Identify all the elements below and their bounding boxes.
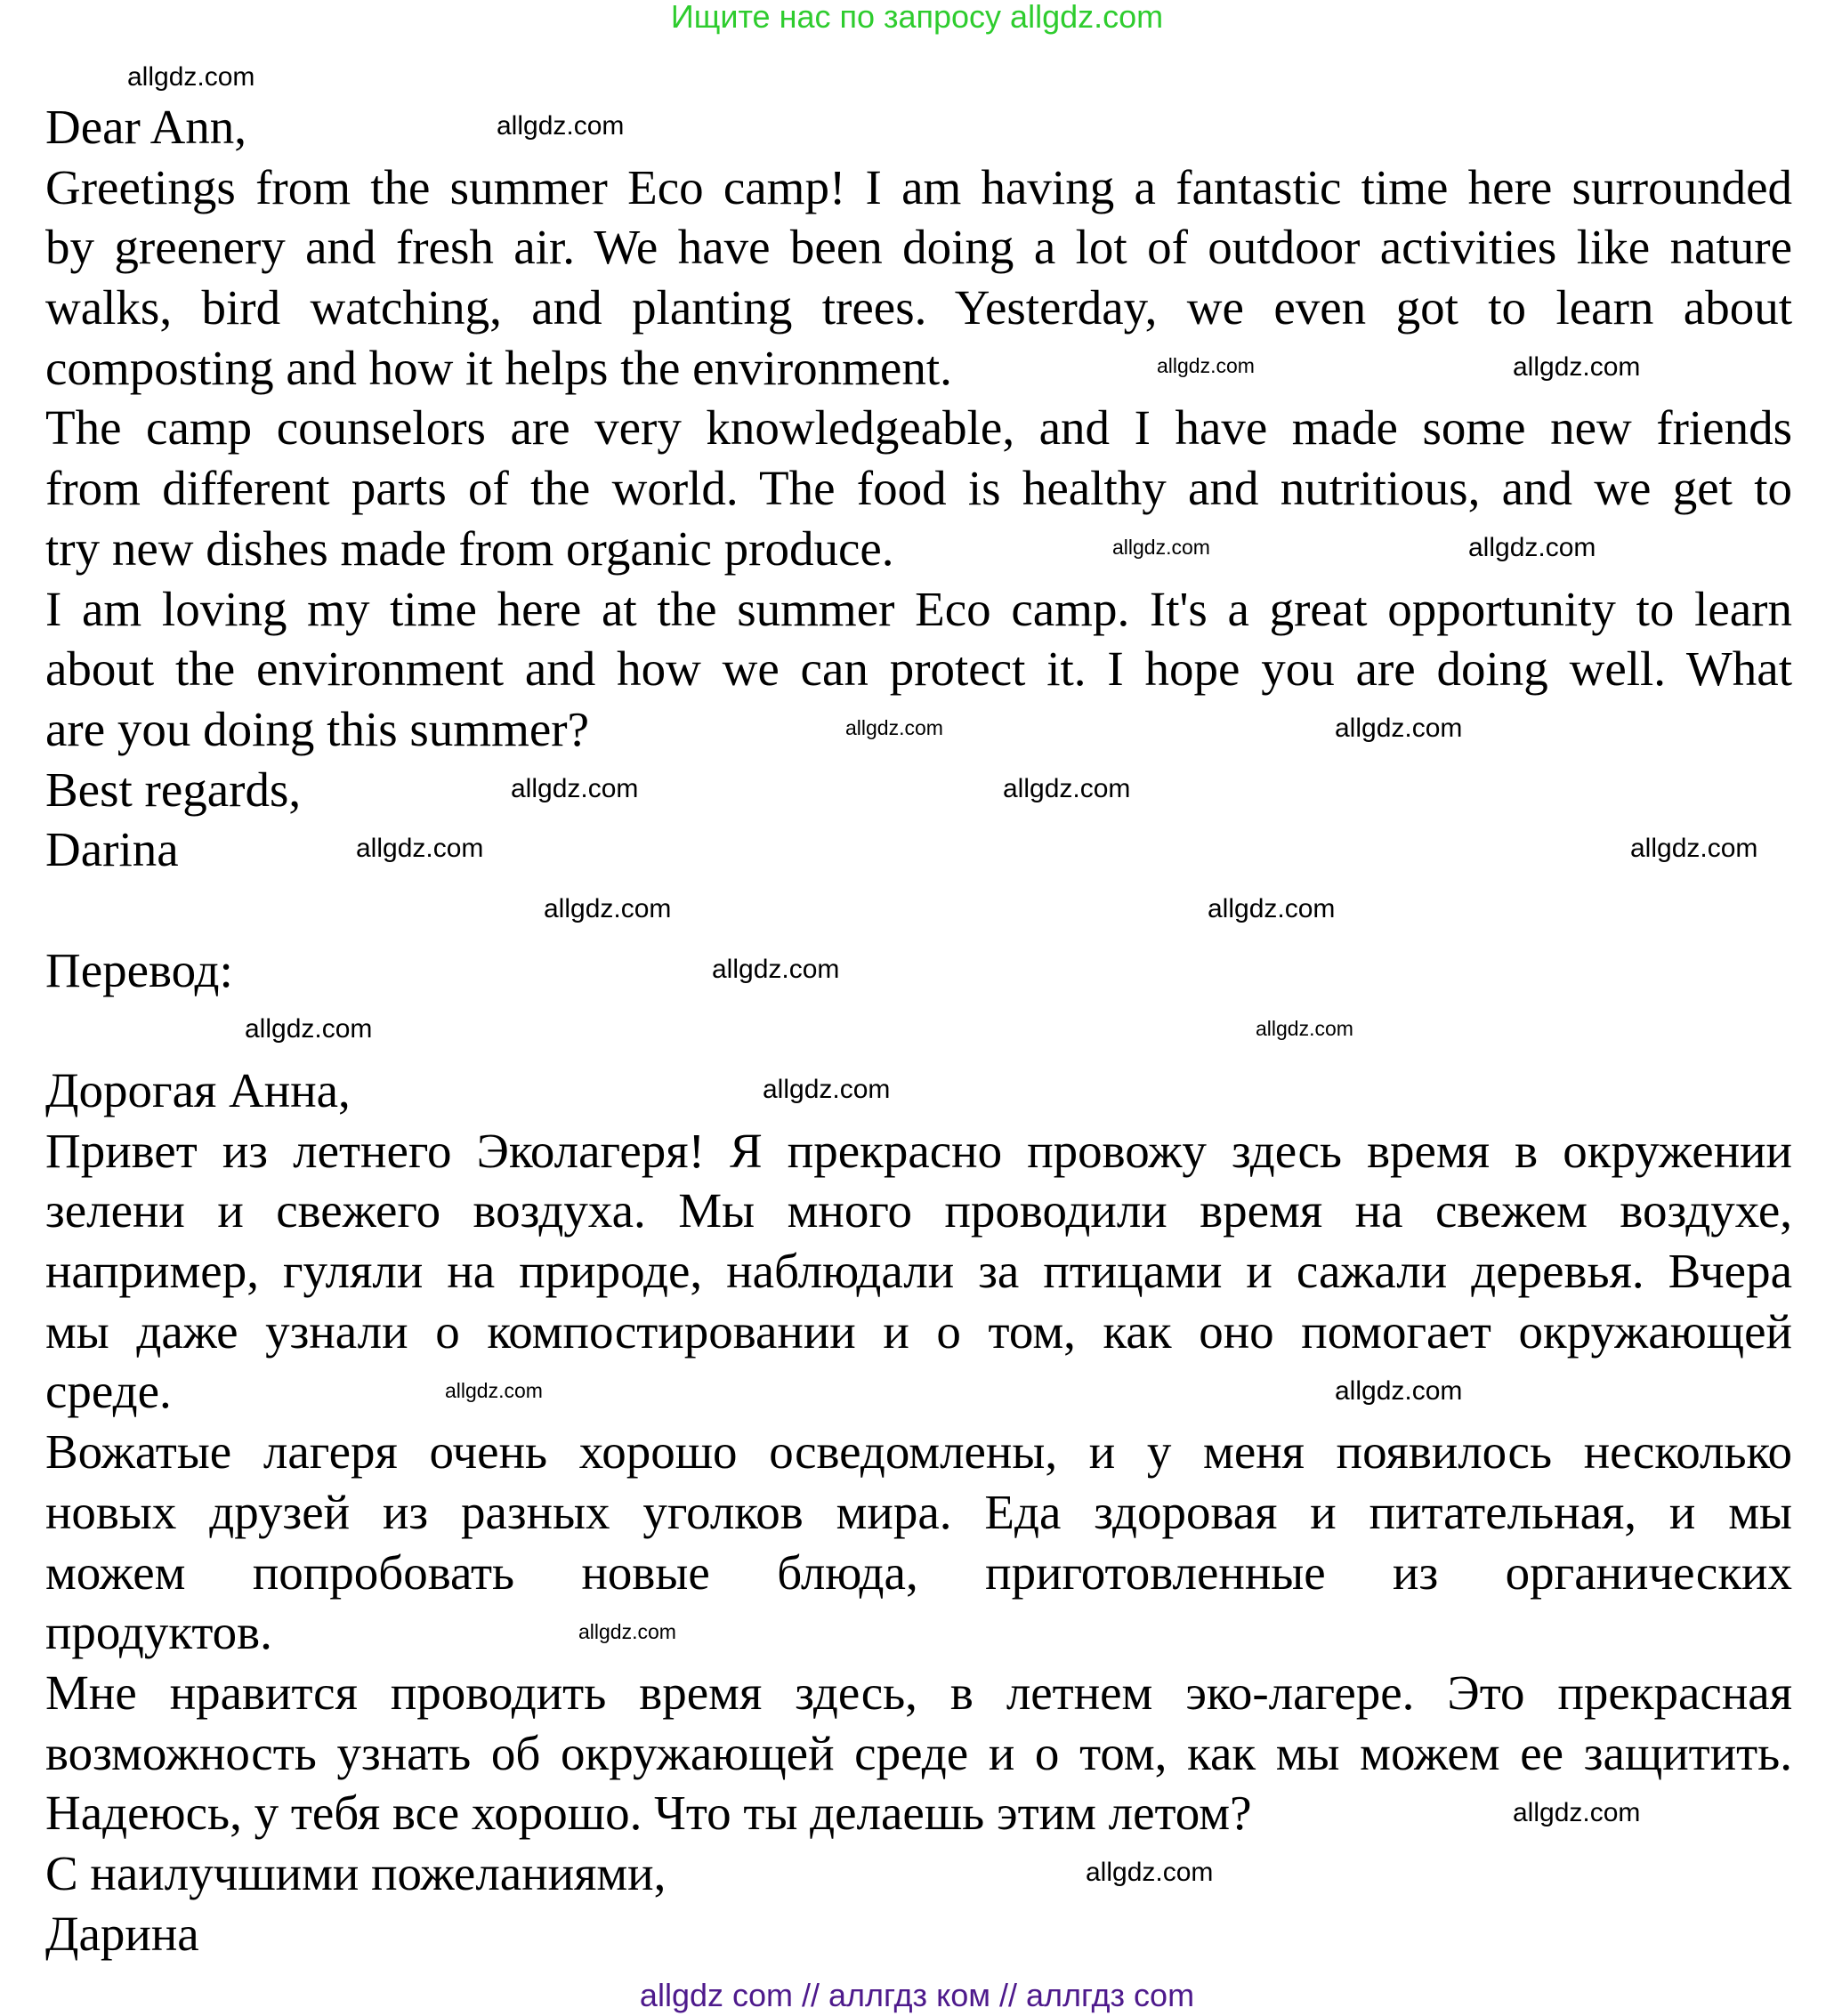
text-line: walks, bird watching, and planting trees. Yesterday, we even got to learn about [45,280,1792,335]
watermark: allgdz.com [578,1620,676,1643]
text-line: новых друзей из разных уголков мира. Еда здоровая и питательная, и мы [45,1484,1792,1539]
watermark: allgdz.com [445,1379,543,1402]
text-line: можем попробовать новые блюда, приготовленные из органических [45,1544,1792,1600]
text-line: are you doing this summer? [45,701,589,756]
text-line: Надеюсь, у тебя все хорошо. Что ты делаешь этим летом? [45,1786,1252,1841]
watermark: allgdz.com [1112,536,1210,559]
watermark: allgdz.com [1335,714,1463,743]
signature-en: Darina [45,822,179,877]
watermark: allgdz.com [1630,834,1758,863]
text-line: composting and how it helps the environment. [45,340,952,395]
search-banner: Ищите нас по запросу allgdz.com [670,0,1164,35]
watermark: allgdz.com [1208,894,1336,923]
text-line: продуктов. [45,1605,272,1660]
watermark: allgdz.com [712,955,840,984]
text-line: например, гуляли на природе, наблюдали за птицами и сажали деревья. Вчера [45,1244,1792,1299]
watermark: allgdz.com [127,62,255,92]
text-line: мы даже узнали о компостировании и о том, как оно помогает окружающей [45,1303,1792,1359]
text-line: Вожатые лагеря очень хорошо осведомлены, и у меня появилось несколько [45,1424,1792,1480]
closing-ru: С наилучшими пожеланиями, [45,1845,667,1900]
watermark: allgdz.com [245,1014,373,1044]
text-line: среде. [45,1364,172,1419]
watermark: allgdz.com [356,834,484,863]
text-line: Greetings from the summer Eco camp! I am having a fantastic time here surrounded [45,159,1792,214]
watermark: allgdz.com [845,716,943,739]
watermark: allgdz.com [1256,1017,1353,1040]
watermark: allgdz.com [763,1075,891,1104]
watermark: allgdz.com [1513,352,1641,382]
text-line: зелени и свежего воздуха. Мы много проводили время на свежем воздухе, [45,1183,1792,1238]
greeting-ru: Дорогая Анна, [45,1063,351,1117]
closing-en: Best regards, [45,762,302,817]
signature-ru: Дарина [45,1906,199,1961]
watermark: allgdz.com [1468,533,1596,562]
watermark: allgdz.com [1335,1376,1463,1406]
text-line: try new dishes made from organic produce. [45,520,894,576]
watermark: allgdz.com [1086,1858,1214,1887]
text-line: Мне нравится проводить время здесь, в летнем эко-лагере. Это прекрасная [45,1665,1792,1720]
watermark: allgdz.com [1003,774,1131,803]
text-line: возможность узнать об окружающей среде и о том, как мы можем ее защитить. [45,1725,1792,1780]
greeting-en: Dear Ann, [45,100,247,154]
watermark: allgdz.com [511,774,639,803]
site-footer-banner: allgdz com // аллгдз ком // аллгдз com [639,1977,1195,2013]
text-line: I am loving my time here at the summer Eco camp. It's a great opportunity to learn [45,581,1792,636]
text-line: The camp counselors are very knowledgeable, and I have made some new friends [45,400,1792,456]
watermark: allgdz.com [1513,1798,1641,1827]
translation-heading: Перевод: [45,942,233,997]
text-line: about the environment and how we can protect it. I hope you are doing well. What [45,641,1792,697]
text-line: from different parts of the world. The food is healthy and nutritious, and we get to [45,461,1792,516]
text-line: by greenery and fresh air. We have been doing a lot of outdoor activities like nature [45,220,1792,275]
watermark: allgdz.com [1157,354,1255,377]
text-line: Привет из летнего Эколагеря! Я прекрасно провожу здесь время в окружении [45,1123,1792,1178]
watermark: allgdz.com [544,894,672,923]
watermark: allgdz.com [497,111,625,141]
